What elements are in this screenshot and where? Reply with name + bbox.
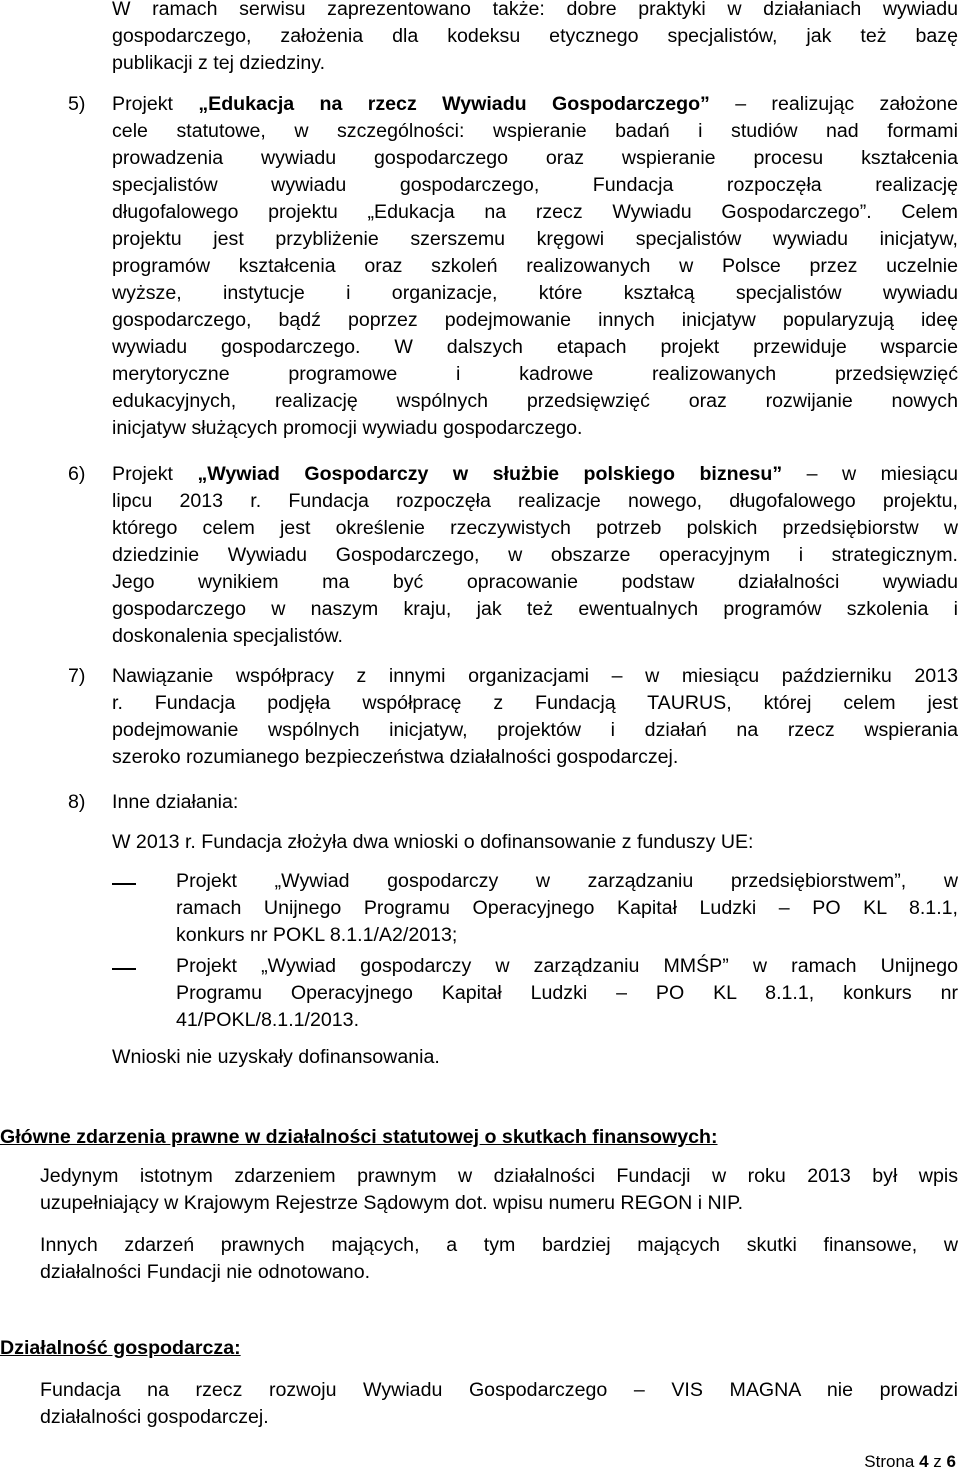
dash-bullet-icon <box>112 968 136 970</box>
text-line: dziedzinie Wywiadu Gospodarczego, w obszarze operacyjnym i strategicznym. <box>112 544 958 566</box>
text-line: publikacji z tej dziedziny. <box>112 52 326 74</box>
text-line: W ramach serwisu zaprezentowano także: dobre praktyki w działaniach wywiadu <box>112 0 958 20</box>
text-line: merytoryczne programowe i kadrowe realizowanych przedsięwzięć <box>112 363 958 385</box>
text-line: programów kształcenia oraz szkoleń realizowanych w Polsce przez uczelnie <box>112 255 958 277</box>
dash-bullet-icon <box>112 883 136 885</box>
text-line: Projekt „Wywiad gospodarczy w zarządzaniu MMŚP” w ramach Unijnego <box>176 955 958 977</box>
list-item-8 <box>112 789 958 816</box>
item-8-outro <box>112 1044 958 1071</box>
footer-prefix: Strona <box>864 1452 915 1471</box>
text-line: konkurs nr POKL 8.1.1/A2/2013; <box>176 924 458 946</box>
text-line: którego celem jest określenie rzeczywistych potrzeb polskich przedsiębiorstw w <box>112 517 958 539</box>
list-number: 8) <box>68 791 86 813</box>
legal-paragraph <box>40 1163 958 1217</box>
total-pages: 6 <box>946 1452 956 1471</box>
text-line: podejmowanie wspólnych inicjatyw, projektów i działań na rzecz wspierania <box>112 719 958 741</box>
list-number: 7) <box>68 665 86 687</box>
text-line: Nawiązanie współpracy z innymi organizacjami – w miesiącu październiku 2013 <box>112 665 958 687</box>
current-page: 4 <box>919 1452 929 1471</box>
section-heading: Działalność gospodarcza: <box>0 1337 241 1359</box>
text-line: Fundacja na rzecz rozwoju Wywiadu Gospodarczego – VIS MAGNA nie prowadzi <box>40 1379 958 1401</box>
text-line: gospodarczego, założenia dla kodeksu etycznego specjalistów, jak też bazę <box>112 25 958 47</box>
item-title-line <box>112 91 958 118</box>
text-line: inicjatyw służących promocji wywiadu gospodarczego. <box>112 417 583 439</box>
text-line: uzupełniający w Krajowym Rejestrze Sądowym dot. wpisu numeru REGON i NIP. <box>40 1192 744 1214</box>
text-line: prowadzenia wywiadu gospodarczego oraz wspieranie procesu kształcenia <box>112 147 958 169</box>
text-fragment: – realizując założone <box>709 93 958 115</box>
item-title: Inne działania: <box>112 791 239 813</box>
text-line: Jedynym istotnym zdarzeniem prawnym w działalności Fundacji w roku 2013 był wpis <box>40 1165 958 1187</box>
text-line: Wnioski nie uzyskały dofinansowania. <box>112 1046 440 1068</box>
text-line: wyższe, instytucje i organizacje, które kształcą specjalistów wywiadu <box>112 282 958 304</box>
text-line: r. Fundacja podjęła współpracę z Fundacją TAURUS, której celem jest <box>112 692 958 714</box>
intro-paragraph <box>112 0 958 77</box>
text-line: edukacyjnych, realizację wspólnych przedsięwzięć oraz rozwijanie nowych <box>112 390 958 412</box>
item-title-line <box>112 461 958 488</box>
footer-separator: z <box>933 1452 942 1471</box>
text-line: W 2013 r. Fundacja złożyła dwa wnioski o dofinansowanie z funduszy UE: <box>112 831 754 853</box>
item-title: „Edukacja na rzecz Wywiadu Gospodarczego” <box>198 93 710 115</box>
text-line: Projekt „Wywiad gospodarczy w zarządzaniu przedsiębiorstwem”, w <box>176 870 958 892</box>
text-line: gospodarczego w naszym kraju, jak też ewentualnych programów szkolenia i <box>112 598 958 620</box>
text-line: szeroko rozumianego bezpieczeństwa działalności gospodarczej. <box>112 746 679 768</box>
text-line: doskonalenia specjalistów. <box>112 625 343 647</box>
bullet-item <box>176 953 958 1034</box>
text-line: Jego wynikiem ma być opracowanie podstaw działalności wywiadu <box>112 571 958 593</box>
item-title-prefix: Projekt <box>112 463 198 485</box>
text-line: lipcu 2013 r. Fundacja rozpoczęła realizacje nowego, długofalowego projektu, <box>112 490 958 512</box>
list-number: 5) <box>68 93 86 115</box>
section-heading: Główne zdarzenia prawne w działalności statutowej o skutkach finansowych: <box>0 1126 718 1148</box>
text-line: specjalistów wywiadu gospodarczego, Fundacja rozpoczęła realizację <box>112 174 958 196</box>
text-fragment: – w miesiącu <box>782 463 958 485</box>
item-title-prefix: Projekt <box>112 93 199 115</box>
text-line: działalności Fundacji nie odnotowano. <box>40 1261 371 1283</box>
text-line: 41/POKL/8.1.1/2013. <box>176 1009 360 1031</box>
item-title: „Wywiad Gospodarczy w służbie polskiego biznesu” <box>197 463 783 485</box>
list-item-6 <box>112 461 958 650</box>
list-number: 6) <box>68 463 86 485</box>
bullet-item <box>176 868 958 949</box>
list-item-7 <box>112 663 958 771</box>
text-line: działalności gospodarczej. <box>40 1406 269 1428</box>
text-line: ramach Unijnego Programu Operacyjnego Kapitał Ludzki – PO KL 8.1.1, <box>176 897 958 919</box>
text-line: Programu Operacyjnego Kapitał Ludzki – PO KL 8.1.1, konkurs nr <box>176 982 958 1004</box>
legal-paragraph <box>40 1232 958 1286</box>
text-line: Innych zdarzeń prawnych mających, a tym bardziej mających skutki finansowe, w <box>40 1234 958 1256</box>
text-line: długofalowego projektu „Edukacja na rzecz Wywiadu Gospodarczego”. Celem <box>112 201 958 223</box>
item-8-intro <box>112 829 958 856</box>
text-line: wywiadu gospodarczego. W dalszych etapach projekt przewiduje wsparcie <box>112 336 958 358</box>
business-paragraph <box>40 1377 958 1431</box>
text-line: gospodarczego, bądź poprzez podejmowanie innych inicjatyw popularyzują ideę <box>112 309 958 331</box>
text-line: projektu jest przybliżenie szerszemu kręgowi specjalistów wywiadu inicjatyw, <box>112 228 958 250</box>
text-line: cele statutowe, w szczególności: wspieranie badań i studiów nad formami <box>112 120 958 142</box>
list-item-5 <box>112 91 958 442</box>
page-footer <box>864 1452 956 1472</box>
